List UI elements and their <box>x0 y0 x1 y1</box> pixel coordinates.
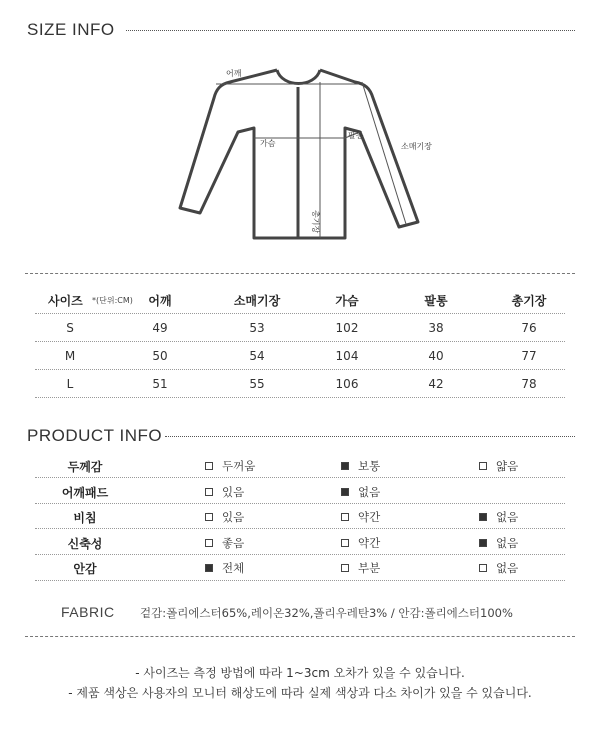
checked-box-icon <box>479 513 487 521</box>
product-attr-label: 비침 <box>73 511 97 525</box>
option-item: 없음 <box>479 560 518 576</box>
title-divider <box>126 30 575 31</box>
table-cell: 102 <box>335 321 359 335</box>
row-divider <box>35 528 565 529</box>
checkbox-icon <box>205 513 213 521</box>
table-row-divider <box>35 313 565 314</box>
table-cell: 51 <box>152 377 168 391</box>
row-divider <box>35 477 565 478</box>
fabric-label: FABRIC <box>61 604 115 620</box>
table-cell: 50 <box>152 349 168 363</box>
option-item: 약간 <box>341 535 380 551</box>
column-header-sleeve: 소매기장 <box>233 294 281 308</box>
column-header-length: 총기장 <box>511 294 547 308</box>
checkbox-icon <box>341 564 349 572</box>
table-cell: 55 <box>249 377 265 391</box>
checked-box-icon <box>205 564 213 572</box>
checked-box-icon <box>479 539 487 547</box>
product-info-title: PRODUCT INFO <box>27 426 163 445</box>
product-attr-label: 안감 <box>73 562 97 576</box>
option-item: 부분 <box>341 560 380 576</box>
checked-box-icon <box>341 462 349 470</box>
table-cell: 76 <box>521 321 537 335</box>
size-note: - 사이즈는 측정 방법에 따라 1~3cm 오차가 있을 수 있습니다. <box>135 666 465 680</box>
option-item: 얇음 <box>479 458 518 474</box>
table-cell: 77 <box>521 349 537 363</box>
color-note: - 제품 색상은 사용자의 모니터 해상도에 따라 실제 색상과 다소 차이가 있을 수 있습니다. <box>68 686 532 700</box>
fabric-composition: 겉감:폴리에스터65%,레이온32%,폴리우레탄3% / 안감:폴리에스터100% <box>140 606 513 620</box>
product-attr-label: 두께감 <box>67 460 103 474</box>
checkbox-icon <box>205 539 213 547</box>
arm-width-label: 팔통 <box>348 131 364 140</box>
sleeve-length-label: 소매기장 <box>401 142 432 151</box>
option-item: 있음 <box>205 509 244 525</box>
unit-note: *(단위:CM) <box>92 296 133 305</box>
row-size-label: L <box>66 377 74 391</box>
checkbox-icon <box>205 462 213 470</box>
checkbox-icon <box>479 462 487 470</box>
table-cell: 104 <box>335 349 359 363</box>
option-item: 없음 <box>479 509 518 525</box>
option-item: 없음 <box>479 535 518 551</box>
checked-box-icon <box>341 488 349 496</box>
product-attr-label: 신축성 <box>67 537 103 551</box>
table-cell: 38 <box>428 321 444 335</box>
column-header-chest: 가슴 <box>335 294 359 308</box>
option-item: 보통 <box>341 458 380 474</box>
option-item: 좋음 <box>205 535 244 551</box>
table-cell: 78 <box>521 377 537 391</box>
checkbox-icon <box>479 564 487 572</box>
option-item: 없음 <box>341 484 380 500</box>
column-header-arm: 팔통 <box>424 294 448 308</box>
section-divider-1 <box>25 273 575 274</box>
size-info-title: SIZE INFO <box>27 20 115 39</box>
shoulder-label: 어깨 <box>226 69 242 78</box>
jacket-outline <box>180 70 418 238</box>
row-divider <box>35 580 565 581</box>
table-cell: 49 <box>152 321 168 335</box>
table-cell: 106 <box>335 377 359 391</box>
table-row-divider <box>35 369 565 370</box>
option-item: 두꺼움 <box>205 458 255 474</box>
checkbox-icon <box>341 513 349 521</box>
title-divider <box>165 436 575 437</box>
section-divider-2 <box>25 636 575 637</box>
checkbox-icon <box>205 488 213 496</box>
option-item: 약간 <box>341 509 380 525</box>
chest-label: 가슴 <box>260 139 276 148</box>
table-cell: 53 <box>249 321 265 335</box>
row-divider <box>35 554 565 555</box>
table-cell: 40 <box>428 349 444 363</box>
total-length-label: 총기장 <box>311 210 320 234</box>
option-item: 전체 <box>205 560 244 576</box>
table-row-divider <box>35 341 565 342</box>
table-cell: 54 <box>249 349 265 363</box>
option-item: 있음 <box>205 484 244 500</box>
checkbox-icon <box>341 539 349 547</box>
row-size-label: S <box>66 321 74 335</box>
row-size-label: M <box>64 349 76 363</box>
table-row-divider <box>35 397 565 398</box>
product-attr-label: 어깨패드 <box>61 486 109 500</box>
row-divider <box>35 503 565 504</box>
size-column-header: 사이즈 <box>48 294 83 308</box>
column-header-shoulder: 어깨 <box>148 294 172 308</box>
table-cell: 42 <box>428 377 444 391</box>
